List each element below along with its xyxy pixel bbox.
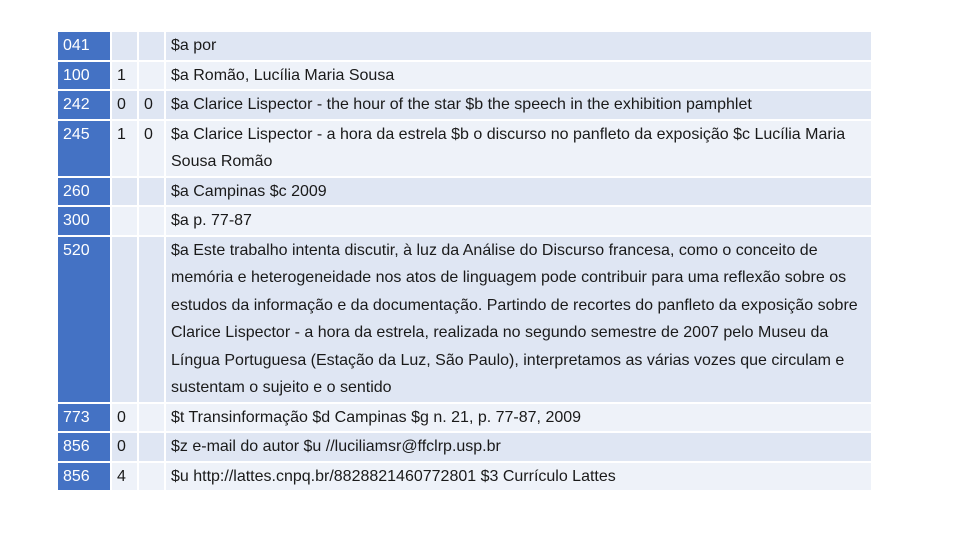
field-tag: 260 [57, 177, 111, 207]
field-content: $a p. 77-87 [165, 206, 872, 236]
table-row [57, 120, 872, 177]
indicator-2 [138, 403, 165, 433]
field-content: $a Clarice Lispector - the hour of the star $b the speech in the exhibition pamphlet [165, 90, 872, 120]
field-content: $a por [165, 31, 872, 61]
field-tag: 773 [57, 403, 111, 433]
indicator-1: 0 [111, 403, 138, 433]
indicator-2 [138, 31, 165, 61]
table-row [57, 403, 872, 433]
field-tag: 100 [57, 61, 111, 91]
table-row [57, 236, 872, 403]
field-content: $a Campinas $c 2009 [165, 177, 872, 207]
field-content: $z e-mail do autor $u //luciliamsr@ffclrp.usp.br [165, 432, 872, 462]
table-row [57, 432, 872, 462]
indicator-2: 0 [138, 120, 165, 177]
indicator-1 [111, 236, 138, 403]
field-content: $a Este trabalho intenta discutir, à luz da Análise do Discurso francesa, como o conceito de memória e heterogeneidade nos atos de linguagem pode contribuir para uma reflexão sobre os estudos da informação e da documentação. Partindo de recortes do panfleto da exposição sobre Clarice Lispector - a hora da estrela, realizada no segundo semestre de 2007 pelo Museu da Língua Portuguesa (Estação da Luz, São Paulo), interpretamos as várias vozes que circulam e sustentam o sujeito e o sentido [165, 236, 872, 403]
indicator-2 [138, 432, 165, 462]
indicator-2 [138, 61, 165, 91]
indicator-1 [111, 177, 138, 207]
indicator-2 [138, 206, 165, 236]
table-row [57, 462, 872, 492]
field-content: $a Romão, Lucília Maria Sousa [165, 61, 872, 91]
indicator-2 [138, 177, 165, 207]
table-row [57, 177, 872, 207]
field-content: $a Clarice Lispector - a hora da estrela $b o discurso no panfleto da exposição $c Lucília Maria Sousa Romão [165, 120, 872, 177]
field-content: $u http://lattes.cnpq.br/8828821460772801 $3 Currículo Lattes [165, 462, 872, 492]
indicator-1 [111, 206, 138, 236]
field-tag: 242 [57, 90, 111, 120]
table-row [57, 61, 872, 91]
indicator-1: 1 [111, 61, 138, 91]
field-tag: 300 [57, 206, 111, 236]
field-tag: 856 [57, 432, 111, 462]
marc-record-table [56, 30, 873, 492]
field-tag: 245 [57, 120, 111, 177]
indicator-2: 0 [138, 90, 165, 120]
field-tag: 041 [57, 31, 111, 61]
indicator-1 [111, 31, 138, 61]
indicator-1: 4 [111, 462, 138, 492]
field-tag: 856 [57, 462, 111, 492]
table-row [57, 90, 872, 120]
indicator-2 [138, 236, 165, 403]
indicator-1: 0 [111, 90, 138, 120]
indicator-1: 0 [111, 432, 138, 462]
table-row [57, 31, 872, 61]
table-row [57, 206, 872, 236]
indicator-2 [138, 462, 165, 492]
field-tag: 520 [57, 236, 111, 403]
indicator-1: 1 [111, 120, 138, 177]
field-content: $t Transinformação $d Campinas $g n. 21, p. 77-87, 2009 [165, 403, 872, 433]
